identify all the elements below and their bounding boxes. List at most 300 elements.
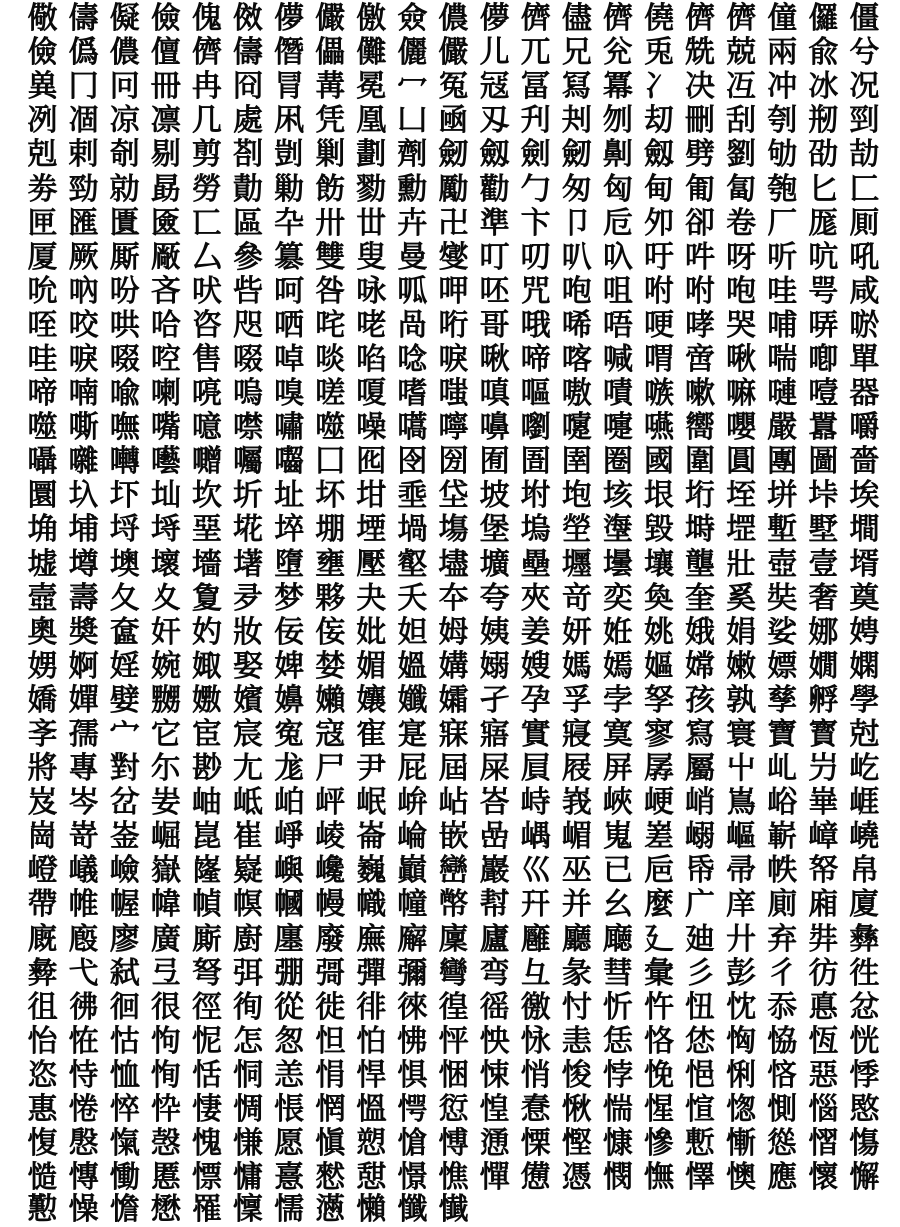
glyph-cell: 卍 <box>438 205 469 241</box>
glyph-cell: 劈 <box>685 137 716 173</box>
glyph-cell: 已 <box>602 853 633 889</box>
glyph-cell: 崛 <box>150 819 181 855</box>
glyph-cell: 婬 <box>109 648 140 684</box>
glyph-cell: 徭 <box>479 989 510 1025</box>
glyph-cell: 弋 <box>68 955 99 991</box>
glyph-cell: 卻 <box>685 205 716 241</box>
glyph-cell: 匆 <box>561 171 592 207</box>
glyph-cell: 决 <box>685 69 716 105</box>
glyph-cell: 斈 <box>27 717 58 753</box>
glyph-cell: 匍 <box>685 171 716 207</box>
glyph-cell: 怫 <box>397 1023 428 1059</box>
glyph-cell: 廝 <box>191 921 222 957</box>
glyph-cell: 憙 <box>274 1160 305 1196</box>
glyph-cell: 勸 <box>479 171 510 207</box>
glyph-cell: 恍 <box>849 1023 880 1059</box>
glyph-cell: 夛 <box>233 580 264 616</box>
glyph-cell: 圦 <box>68 478 99 514</box>
glyph-cell: 峭 <box>685 785 716 821</box>
glyph-cell: 忸 <box>685 989 716 1025</box>
glyph-cell: 哇 <box>27 341 58 377</box>
glyph-cell: 彌 <box>397 955 428 991</box>
glyph-cell: 婪 <box>315 648 346 684</box>
glyph-cell: 嗇 <box>849 444 880 480</box>
glyph-cell: 崢 <box>274 819 305 855</box>
glyph-cell: 崟 <box>109 819 140 855</box>
glyph-cell: 惘 <box>315 1092 346 1128</box>
glyph-cell: 喩 <box>109 376 140 412</box>
glyph-cell: 喟 <box>643 341 674 377</box>
glyph-cell: 厥 <box>68 239 99 275</box>
glyph-cell: 堊 <box>191 512 222 548</box>
glyph-cell: 惷 <box>520 1092 551 1128</box>
glyph-cell: 啖 <box>315 341 346 377</box>
glyph-cell: 嵜 <box>68 819 99 855</box>
glyph-cell: 夭 <box>397 580 428 616</box>
glyph-cell: 啾 <box>479 341 510 377</box>
glyph-cell: 嚥 <box>643 410 674 446</box>
glyph-cell: 吶 <box>68 273 99 309</box>
glyph-cell: 懶 <box>356 1192 387 1227</box>
glyph-cell: 幃 <box>150 887 181 923</box>
glyph-cell: 刳 <box>767 103 798 139</box>
glyph-cell: 哂 <box>274 307 305 343</box>
glyph-cell: 咀 <box>602 273 633 309</box>
glyph-cell: 憚 <box>479 1160 510 1196</box>
glyph-cell: 儼 <box>438 35 469 71</box>
glyph-cell: 刪 <box>685 103 716 139</box>
glyph-cell: 勣 <box>233 171 264 207</box>
glyph-cell: 懃 <box>27 1192 58 1227</box>
glyph-cell: 徂 <box>27 989 58 1025</box>
glyph-cell: 惓 <box>68 1092 99 1128</box>
glyph-cell: 帋 <box>685 853 716 889</box>
glyph-cell: 壹 <box>808 546 839 582</box>
glyph-cell: 哮 <box>685 307 716 343</box>
glyph-cell: 剔 <box>150 137 181 173</box>
glyph-cell: 峇 <box>479 785 510 821</box>
glyph-cell: 嚀 <box>438 410 469 446</box>
glyph-cell: 噫 <box>191 410 222 446</box>
glyph-cell: 嫋 <box>479 648 510 684</box>
glyph-cell: 崑 <box>191 819 222 855</box>
glyph-cell: 幢 <box>397 887 428 923</box>
glyph-cell: 怩 <box>191 1023 222 1059</box>
glyph-cell: 巖 <box>479 853 510 889</box>
glyph-cell: 囁 <box>27 444 58 480</box>
glyph-cell: 圻 <box>233 478 264 514</box>
glyph-cell: 况 <box>849 69 880 105</box>
glyph-cell: 咤 <box>315 307 346 343</box>
glyph-cell: 剌 <box>68 137 99 173</box>
glyph-cell: 婉 <box>150 648 181 684</box>
glyph-cell: 妁 <box>191 614 222 650</box>
glyph-cell: 叟 <box>356 239 387 275</box>
glyph-cell: 卩 <box>561 205 592 241</box>
glyph-cell: 堝 <box>397 512 428 548</box>
glyph-cell: 勞 <box>191 171 222 207</box>
glyph-cell: 匳 <box>150 205 181 241</box>
glyph-cell: 呵 <box>274 273 305 309</box>
glyph-cell: 僉 <box>397 1 428 37</box>
glyph-cell: 墟 <box>27 546 58 582</box>
glyph-cell: 徘 <box>356 989 387 1025</box>
glyph-cell: 彙 <box>643 955 674 991</box>
glyph-cell: 坎 <box>191 478 222 514</box>
glyph-cell: 慇 <box>68 1126 99 1162</box>
glyph-cell: 宀 <box>109 717 140 753</box>
glyph-cell: 慷 <box>602 1126 633 1162</box>
glyph-cell: 憖 <box>315 1160 346 1196</box>
glyph-cell: 準 <box>479 205 510 241</box>
glyph-cell: 娥 <box>685 614 716 650</box>
glyph-cell: 妍 <box>561 614 592 650</box>
glyph-cell: 惡 <box>808 1057 839 1093</box>
glyph-cell: 咥 <box>27 307 58 343</box>
glyph-cell: 喨 <box>191 376 222 412</box>
glyph-cell: 寉 <box>356 717 387 753</box>
glyph-cell: 址 <box>274 478 305 514</box>
glyph-cell: 單 <box>849 341 880 377</box>
glyph-cell: 學 <box>849 682 880 718</box>
glyph-cell: 哽 <box>643 307 674 343</box>
glyph-cell: 儼 <box>315 1 346 37</box>
glyph-cell: 悃 <box>438 1057 469 1093</box>
glyph-cell: 劃 <box>356 137 387 173</box>
glyph-cell: 冕 <box>356 69 387 105</box>
glyph-cell: 唔 <box>602 307 633 343</box>
glyph-cell: 恪 <box>643 1023 674 1059</box>
glyph-cell: 儕 <box>602 1 633 37</box>
glyph-cell: 孱 <box>643 751 674 787</box>
glyph-cell: 呰 <box>233 273 264 309</box>
glyph-cell: 怕 <box>356 1023 387 1059</box>
glyph-cell: 悒 <box>685 1057 716 1093</box>
glyph-cell: 尅 <box>849 717 880 753</box>
glyph-cell: 儂 <box>438 1 469 37</box>
glyph-cell: 岔 <box>109 785 140 821</box>
glyph-cell: 尨 <box>274 751 305 787</box>
glyph-cell: 崕 <box>849 785 880 821</box>
glyph-cell: 咎 <box>315 273 346 309</box>
glyph-cell: 彑 <box>520 955 551 991</box>
glyph-cell: 嗅 <box>274 376 305 412</box>
glyph-cell: 吼 <box>849 239 880 275</box>
glyph-cell: 娜 <box>808 614 839 650</box>
glyph-cell: 冉 <box>191 69 222 105</box>
glyph-cell: 憊 <box>520 1160 551 1196</box>
glyph-cell: 吁 <box>643 239 674 275</box>
glyph-cell: 忿 <box>849 989 880 1025</box>
glyph-cell: 忖 <box>561 989 592 1025</box>
glyph-cell: 刄 <box>479 103 510 139</box>
glyph-cell: 嫖 <box>767 648 798 684</box>
glyph-cell: 巵 <box>643 853 674 889</box>
glyph-cell: 恷 <box>685 1023 716 1059</box>
glyph-cell: 劵 <box>27 171 58 207</box>
glyph-cell: 劔 <box>643 137 674 173</box>
glyph-cell: 愕 <box>397 1092 428 1128</box>
glyph-cell: 匯 <box>68 205 99 241</box>
glyph-cell: 彝 <box>849 921 880 957</box>
glyph-cell: 凰 <box>356 103 387 139</box>
glyph-cell: 帑 <box>808 853 839 889</box>
glyph-cell: 慓 <box>191 1160 222 1196</box>
glyph-cell: 嶌 <box>726 785 757 821</box>
glyph-cell: 慝 <box>150 1160 181 1196</box>
glyph-cell: 厮 <box>109 239 140 275</box>
glyph-cell: 剴 <box>274 137 305 173</box>
glyph-cell: 嬾 <box>315 682 346 718</box>
glyph-cell: 嶐 <box>191 853 222 889</box>
glyph-cell: 娚 <box>27 648 58 684</box>
glyph-cell: 坡 <box>479 478 510 514</box>
glyph-cell: 嘖 <box>602 376 633 412</box>
glyph-cell: 惴 <box>602 1092 633 1128</box>
glyph-cell: 寞 <box>602 717 633 753</box>
glyph-cell: 彳 <box>767 955 798 991</box>
glyph-cell: 峙 <box>520 785 551 821</box>
glyph-cell: 弃 <box>767 921 798 957</box>
glyph-cell: 婀 <box>68 648 99 684</box>
glyph-cell: 乢 <box>767 751 798 787</box>
glyph-cell: 媾 <box>438 648 469 684</box>
glyph-cell: 广 <box>685 887 716 923</box>
glyph-cell: 孚 <box>561 682 592 718</box>
glyph-cell: 弉 <box>808 921 839 957</box>
glyph-cell: 埖 <box>233 512 264 548</box>
glyph-cell: 廩 <box>438 921 469 957</box>
glyph-cell: 丗 <box>356 205 387 241</box>
glyph-cell: 塢 <box>520 512 551 548</box>
glyph-cell: 寃 <box>274 717 305 753</box>
glyph-cell: 圄 <box>520 444 551 480</box>
glyph-cell: 怡 <box>27 1023 58 1059</box>
glyph-cell: 懋 <box>150 1192 181 1227</box>
glyph-cell: 刮 <box>726 103 757 139</box>
glyph-cell: 忻 <box>602 989 633 1025</box>
glyph-cell: 叺 <box>602 239 633 275</box>
glyph-cell: 懣 <box>315 1192 346 1227</box>
glyph-cell: 匣 <box>27 205 58 241</box>
glyph-cell: 吝 <box>150 273 181 309</box>
glyph-cell: 壯 <box>726 546 757 582</box>
glyph-cell: 哺 <box>767 307 798 343</box>
glyph-cell: 僮 <box>767 1 798 37</box>
glyph-cell: 實 <box>520 717 551 753</box>
glyph-cell: 厂 <box>767 205 798 241</box>
glyph-cell: 壤 <box>643 546 674 582</box>
glyph-cell: 兾 <box>27 69 58 105</box>
glyph-cell: 愴 <box>397 1126 428 1162</box>
glyph-cell: 厰 <box>150 239 181 275</box>
glyph-cell: 嗤 <box>438 376 469 412</box>
glyph-cell: 悗 <box>643 1057 674 1093</box>
glyph-cell: 恣 <box>27 1057 58 1093</box>
glyph-cell: 喃 <box>68 376 99 412</box>
glyph-cell: 圓 <box>726 444 757 480</box>
glyph-cell: 囿 <box>479 444 510 480</box>
glyph-cell: 吮 <box>27 273 58 309</box>
glyph-cell: 嶝 <box>27 853 58 889</box>
glyph-cell: 甸 <box>643 171 674 207</box>
glyph-cell: 怦 <box>438 1023 469 1059</box>
glyph-cell: 徨 <box>438 989 469 1025</box>
glyph-cell: 岼 <box>315 785 346 821</box>
glyph-cell: 喇 <box>150 376 181 412</box>
glyph-cell: 壗 <box>438 546 469 582</box>
glyph-cell: 冽 <box>27 103 58 139</box>
glyph-cell: 廬 <box>479 921 510 957</box>
glyph-cell: 愾 <box>109 1126 140 1162</box>
glyph-cell: 冂 <box>68 69 99 105</box>
glyph-cell: 啅 <box>274 341 305 377</box>
glyph-cell: 勦 <box>274 171 305 207</box>
glyph-cell: 悸 <box>849 1057 880 1093</box>
glyph-cell: 剞 <box>109 137 140 173</box>
glyph-cell: 屶 <box>808 751 839 787</box>
glyph-cell: 孩 <box>685 682 716 718</box>
glyph-cell: 卉 <box>397 205 428 241</box>
glyph-cell: 吭 <box>808 239 839 275</box>
glyph-cell: 愬 <box>356 1126 387 1162</box>
glyph-cell: 怎 <box>233 1023 264 1059</box>
glyph-cell: 彷 <box>808 955 839 991</box>
glyph-cell: 劉 <box>726 137 757 173</box>
glyph-cell: 嵬 <box>602 819 633 855</box>
glyph-cell: 卞 <box>520 205 551 241</box>
glyph-cell: 寤 <box>479 717 510 753</box>
glyph-cell: 嶬 <box>68 853 99 889</box>
glyph-cell: 彡 <box>685 955 716 991</box>
glyph-cell: 嵶 <box>685 819 716 855</box>
glyph-cell: 劔 <box>479 137 510 173</box>
glyph-cell: 儕 <box>685 1 716 37</box>
glyph-cell: 怏 <box>479 1023 510 1059</box>
glyph-cell: 慍 <box>356 1092 387 1128</box>
glyph-cell: 儂 <box>109 35 140 71</box>
glyph-cell: 囈 <box>150 444 181 480</box>
glyph-cell: 冤 <box>438 69 469 105</box>
glyph-cell: 儉 <box>27 35 58 71</box>
glyph-cell: 啜 <box>233 341 264 377</box>
glyph-cell: 寔 <box>397 717 428 753</box>
glyph-cell: 嗹 <box>767 376 798 412</box>
glyph-cell: 咆 <box>561 273 592 309</box>
glyph-cell: 愡 <box>726 1092 757 1128</box>
glyph-cell: 懆 <box>68 1192 99 1227</box>
glyph-cell: 勍 <box>109 171 140 207</box>
glyph-cell: 壓 <box>356 546 387 582</box>
glyph-cell: 奕 <box>602 580 633 616</box>
glyph-cell: 劒 <box>438 137 469 173</box>
glyph-cell: 岻 <box>233 785 264 821</box>
glyph-cell: 姜 <box>520 614 551 650</box>
glyph-cell: 儌 <box>356 1 387 37</box>
glyph-cell: 它 <box>150 717 181 753</box>
glyph-cell: 巛 <box>520 853 551 889</box>
glyph-cell: 媼 <box>397 648 428 684</box>
glyph-cell: 售 <box>191 341 222 377</box>
glyph-cell: 廸 <box>685 921 716 957</box>
glyph-cell: 幔 <box>315 887 346 923</box>
glyph-cell: 垓 <box>602 478 633 514</box>
glyph-cell: 唸 <box>397 341 428 377</box>
glyph-cell: 儸 <box>808 1 839 37</box>
glyph-cell: 埣 <box>274 512 305 548</box>
glyph-cell: 懌 <box>685 1160 716 1196</box>
glyph-cell: 崔 <box>233 819 264 855</box>
glyph-cell: 惱 <box>808 1092 839 1128</box>
glyph-cell: 嵒 <box>479 819 510 855</box>
glyph-cell: 嶼 <box>274 853 305 889</box>
glyph-cell: 參 <box>233 239 264 275</box>
glyph-cell: 廐 <box>27 921 58 957</box>
glyph-cell: 廡 <box>356 921 387 957</box>
glyph-cell: 尸 <box>315 751 346 787</box>
glyph-cell: 嫩 <box>726 648 757 684</box>
glyph-cell: 囃 <box>68 444 99 480</box>
glyph-cell: 冋 <box>109 69 140 105</box>
glyph-cell: 圈 <box>602 444 633 480</box>
glyph-cell: 慵 <box>233 1160 264 1196</box>
glyph-cell: 垤 <box>726 478 757 514</box>
glyph-cell: 嬪 <box>233 682 264 718</box>
glyph-cell: 懴 <box>438 1192 469 1227</box>
glyph-cell: 尓 <box>150 751 181 787</box>
glyph-cell: 姨 <box>479 614 510 650</box>
glyph-cell: 尢 <box>233 751 264 787</box>
glyph-cell: 凭 <box>315 103 346 139</box>
glyph-cell: 咏 <box>356 273 387 309</box>
glyph-cell: 匈 <box>602 171 633 207</box>
glyph-cell: 冨 <box>520 69 551 105</box>
glyph-cell: 儕 <box>520 1 551 37</box>
glyph-cell: 慙 <box>685 1126 716 1162</box>
glyph-cell: 壻 <box>849 546 880 582</box>
glyph-cell: 愧 <box>191 1126 222 1162</box>
glyph-cell: 傚 <box>233 1 264 37</box>
glyph-cell: 厖 <box>808 205 839 241</box>
glyph-cell: 宸 <box>233 717 264 753</box>
glyph-cell: 囓 <box>274 444 305 480</box>
glyph-cell: 徑 <box>191 989 222 1025</box>
glyph-cell: 壟 <box>685 546 716 582</box>
glyph-cell: 匐 <box>726 171 757 207</box>
glyph-cell: 弖 <box>150 955 181 991</box>
glyph-cell: 兪 <box>808 35 839 71</box>
glyph-cell: 弭 <box>233 955 264 991</box>
glyph-cell: 奸 <box>150 614 181 650</box>
glyph-cell: 呷 <box>438 273 469 309</box>
glyph-cell: 廨 <box>397 921 428 957</box>
glyph-cell: 嚆 <box>397 410 428 446</box>
glyph-cell: 奎 <box>685 580 716 616</box>
glyph-cell: 妝 <box>233 614 264 650</box>
glyph-cell: 悽 <box>191 1092 222 1128</box>
glyph-cell: 喀 <box>561 341 592 377</box>
glyph-cell: 啾 <box>726 341 757 377</box>
glyph-cell: 夸 <box>479 580 510 616</box>
glyph-cell: 廛 <box>274 921 305 957</box>
glyph-cell: 囎 <box>191 444 222 480</box>
glyph-cell: 哦 <box>520 307 551 343</box>
glyph-cell: 匏 <box>767 171 798 207</box>
glyph-cell: 徼 <box>520 989 551 1025</box>
glyph-cell: 廣 <box>150 921 181 957</box>
glyph-cell: 娉 <box>849 614 880 650</box>
glyph-cell: 嫗 <box>643 648 674 684</box>
